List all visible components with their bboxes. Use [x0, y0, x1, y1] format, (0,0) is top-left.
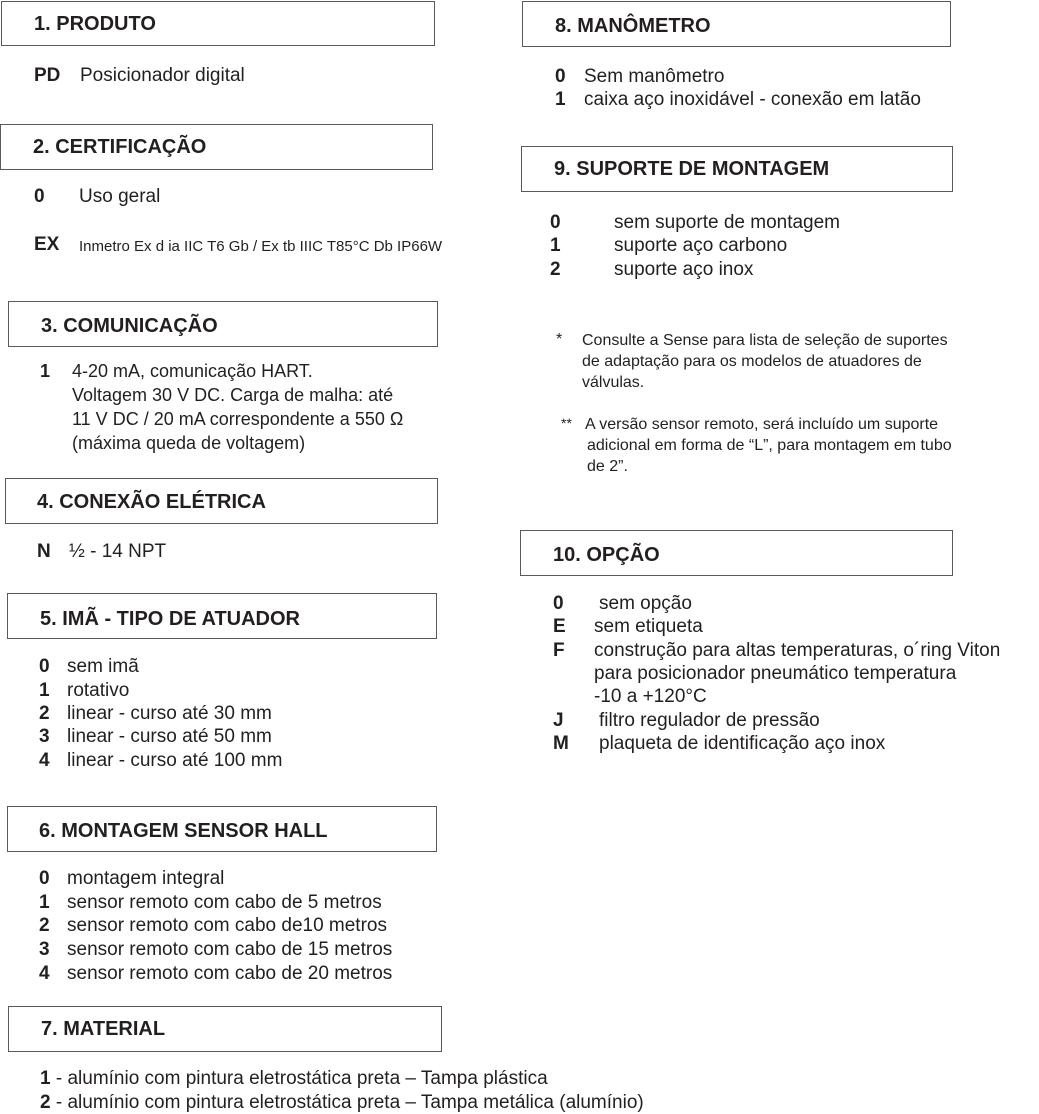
item-text: - alumínio com pintura eletrostática preta – Tampa metálica (alumínio) [50, 1092, 644, 1113]
item-text: sensor remoto com cabo de 5 metros [67, 892, 382, 913]
section-certificacao-title: 2. CERTIFICAÇÃO [33, 136, 207, 158]
item-text: filtro regulador de pressão [599, 710, 820, 731]
list-item [40, 360, 460, 460]
item-code: 1 [39, 892, 50, 913]
item-text: suporte aço carbono [614, 235, 788, 256]
item-text-line: Voltagem 30 V DC. Carga de malha: até [72, 385, 394, 405]
item-text: Inmetro Ex d ia IIC T6 Gb / Ex tb IIIC T85°C Db IP66W [79, 238, 443, 255]
item-text: sensor remoto com cabo de 15 metros [67, 939, 393, 960]
item-code: 1 [550, 235, 561, 256]
section-manometro-title: 8. MANÔMETRO [555, 15, 711, 37]
item-text: Posicionador digital [80, 65, 245, 86]
item-text-line: para posicionador pneumático temperatura [594, 663, 957, 684]
item-text: Sem manômetro [584, 66, 725, 87]
item-code: 4 [39, 750, 50, 771]
item-text: plaqueta de identificação aço inox [599, 733, 886, 754]
item-code: 2 [39, 915, 50, 936]
item-code: 2 [550, 259, 561, 280]
item-code: M [553, 733, 569, 754]
item-code: 0 [553, 593, 564, 614]
footnote-mark: ** [561, 415, 572, 431]
footnote-mark: * [556, 331, 563, 348]
item-code: 0 [39, 868, 50, 889]
item-text-line: (máxima queda de voltagem) [72, 433, 306, 453]
section-suporte-title: 9. SUPORTE DE MONTAGEM [554, 158, 830, 180]
item-text-line: construção para altas temperaturas, o´ring Viton [594, 640, 1001, 661]
item-text: sem imã [67, 656, 139, 677]
item-code: 0 [555, 66, 566, 87]
item-text-line: 4-20 mA, comunicação HART. [72, 361, 313, 381]
item-text: caixa aço inoxidável - conexão em latão [584, 89, 921, 110]
list-item [40, 1067, 548, 1090]
list-item [553, 639, 1039, 709]
item-text: linear - curso até 100 mm [67, 750, 283, 771]
item-code: 3 [39, 939, 50, 960]
list-item [40, 1091, 644, 1114]
item-text: - alumínio com pintura eletrostática preta – Tampa plástica [50, 1068, 548, 1089]
footnote-line: A versão sensor remoto, será incluído um suporte [585, 416, 939, 433]
item-code: 0 [34, 186, 45, 207]
item-code: 2 [39, 703, 50, 724]
section-opcao-title: 10. OPÇÃO [553, 544, 660, 566]
item-code: F [553, 640, 565, 661]
section-conexao-title: 4. CONEXÃO ELÉTRICA [37, 491, 266, 513]
section-produto-title: 1. PRODUTO [34, 13, 156, 35]
section-material-title: 7. MATERIAL [41, 1018, 166, 1040]
item-code: PD [34, 65, 61, 86]
footnote-line: Consulte a Sense para lista de seleção de suportes [582, 332, 948, 349]
item-text-line: 11 V DC / 20 mA correspondente a 550 Ω [72, 409, 404, 429]
footnote-line: adicional em forma de “L”, para montagem em tubo [587, 437, 952, 454]
item-code: 4 [39, 963, 50, 984]
item-code: 0 [39, 656, 50, 677]
footnote-line: de 2”. [587, 458, 628, 475]
section-ima-title: 5. IMÃ - TIPO DE ATUADOR [40, 608, 300, 630]
item-text: ½ - 14 NPT [69, 541, 167, 562]
section-montagem-hall-title: 6. MONTAGEM SENSOR HALL [39, 820, 328, 842]
item-text: sensor remoto com cabo de 20 metros [67, 963, 393, 984]
item-code: 0 [550, 212, 561, 233]
item-text-line: -10 a +120°C [594, 686, 707, 707]
item-text: sem opção [599, 593, 692, 614]
item-code: 1 [40, 361, 51, 381]
item-text: linear - curso até 30 mm [67, 703, 272, 724]
footnote-line: válvulas. [582, 374, 645, 391]
item-code: 1 [40, 1068, 51, 1089]
item-code: 1 [39, 680, 50, 701]
item-text: linear - curso até 50 mm [67, 726, 272, 747]
footnote-line: de adaptação para os modelos de atuadores de [582, 353, 922, 370]
item-text: suporte aço inox [614, 259, 754, 280]
item-text: montagem integral [67, 868, 225, 889]
item-code: N [37, 541, 51, 562]
item-text: sensor remoto com cabo de10 metros [67, 915, 387, 936]
footnote [556, 329, 1026, 395]
item-code: 3 [39, 726, 50, 747]
item-text: sem etiqueta [594, 616, 703, 637]
item-code: E [553, 616, 566, 637]
item-code: 2 [40, 1092, 51, 1113]
item-text: Uso geral [79, 186, 161, 207]
item-text: rotativo [67, 680, 130, 701]
footnote [561, 413, 1031, 479]
item-code: 1 [555, 89, 566, 110]
section-comunicacao-title: 3. COMUNICAÇÃO [41, 315, 218, 337]
item-text: sem suporte de montagem [614, 212, 841, 233]
item-code: J [553, 710, 564, 731]
item-code: EX [34, 234, 60, 255]
